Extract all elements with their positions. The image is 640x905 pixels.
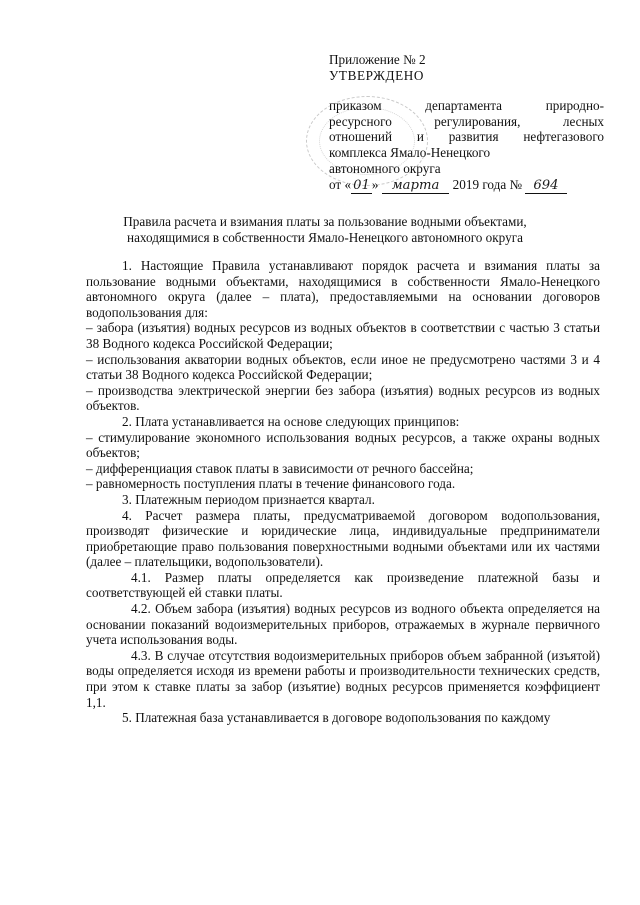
list-item-uniformity: – равномерность поступления платы в течение финансового года. [86, 476, 456, 492]
order-number-handwritten: 694 [525, 178, 566, 194]
date-year: 2019 года № [452, 177, 523, 193]
date-mid: » [371, 177, 379, 193]
list-item-withdrawal: – забора (изъятия) водных ресурсов из водных объектов в соответствии с частью 3 статьи 38 Водного кодекса Российской Федерации; [86, 320, 600, 351]
paragraph-3: 3. Платежным периодом признается квартал. [122, 491, 375, 507]
list-item-electricity: – производства электрической энергии без забора (изъятия) водных ресурсов из водных объектов. [86, 382, 600, 414]
order-line-1: приказом департамента природно- [329, 98, 604, 114]
date-month-handwritten: марта [382, 178, 450, 194]
list-item-water-area: – использования акватории водных объектов, если иное не предусмотрено частями 3 и 4 статьи 38 Водного кодекса Российской Федерации; [86, 351, 600, 383]
paragraph-4-3: 4.3. В случае отсутствия водоизмерительных приборов объем забранной (изъятой) воды определяется исходя из времени работы и производительности технических средств, при этом к ставке платы за забор (изъятие) водных ресурсов применяется коэффициент 1,1. [86, 647, 600, 710]
date-day-handwritten: 01 [353, 178, 370, 194]
title-line-1: Правила расчета и взимания платы за пользование водными объектами, [123, 214, 527, 229]
order-line-2: ресурсного регулирования, лесных [329, 113, 604, 129]
rules-body [86, 258, 600, 726]
list-item-differentiation: – дифференциация ставок платы в зависимости от речного бассейна; [86, 460, 474, 476]
approval-block [329, 52, 604, 194]
order-line-3: отношений и развития нефтегазового [329, 129, 604, 145]
title-line-2: находящимися в собственности Ямало-Ненецкого автономного округа [127, 229, 523, 245]
approved-label: УТВЕРЖДЕНО [329, 67, 425, 83]
appendix-label: Приложение № 2 [329, 52, 426, 67]
order-line-4: комплекса Ямало-Ненецкого [329, 144, 491, 160]
paragraph-4: 4. Расчет размера платы, предусматриваемой договором водопользования, производят физические и юридические лица, индивидуальные предприниматели приобретающие право пользования поверхностными водными объектами или их частями (далее – плательщики, водопользователи). [86, 507, 600, 570]
paragraph-4-2: 4.2. Объем забора (изъятия) водных ресурсов из водного объекта определяется на основании показаний водоизмерительных приборов, отражаемых в журнале первичного учета использования воды. [86, 601, 600, 648]
paragraph-4-1: 4.1. Размер платы определяется как произведение платежной базы и соответствующей ей ставки платы. [86, 569, 600, 601]
order-line-5: автономного округа [329, 160, 441, 176]
date-prefix: от « [329, 177, 352, 193]
order-date-line [329, 177, 604, 194]
document-title [90, 214, 560, 246]
paragraph-5: 5. Платежная база устанавливается в договоре водопользования по каждому [122, 710, 551, 726]
paragraph-2: 2. Плата устанавливается на основе следующих принципов: [122, 413, 460, 429]
list-item-stimulation: – стимулирование экономного использования водных ресурсов, а также охраны водных объектов; [86, 429, 600, 461]
paragraph-1: 1. Настоящие Правила устанавливают порядок расчета и взимания платы за пользование водными объектами, находящимися в собственности Ямало-Ненецкого автономного округа (далее – плата), предоставляемыми на основании договоров водопользования для: [86, 258, 600, 320]
